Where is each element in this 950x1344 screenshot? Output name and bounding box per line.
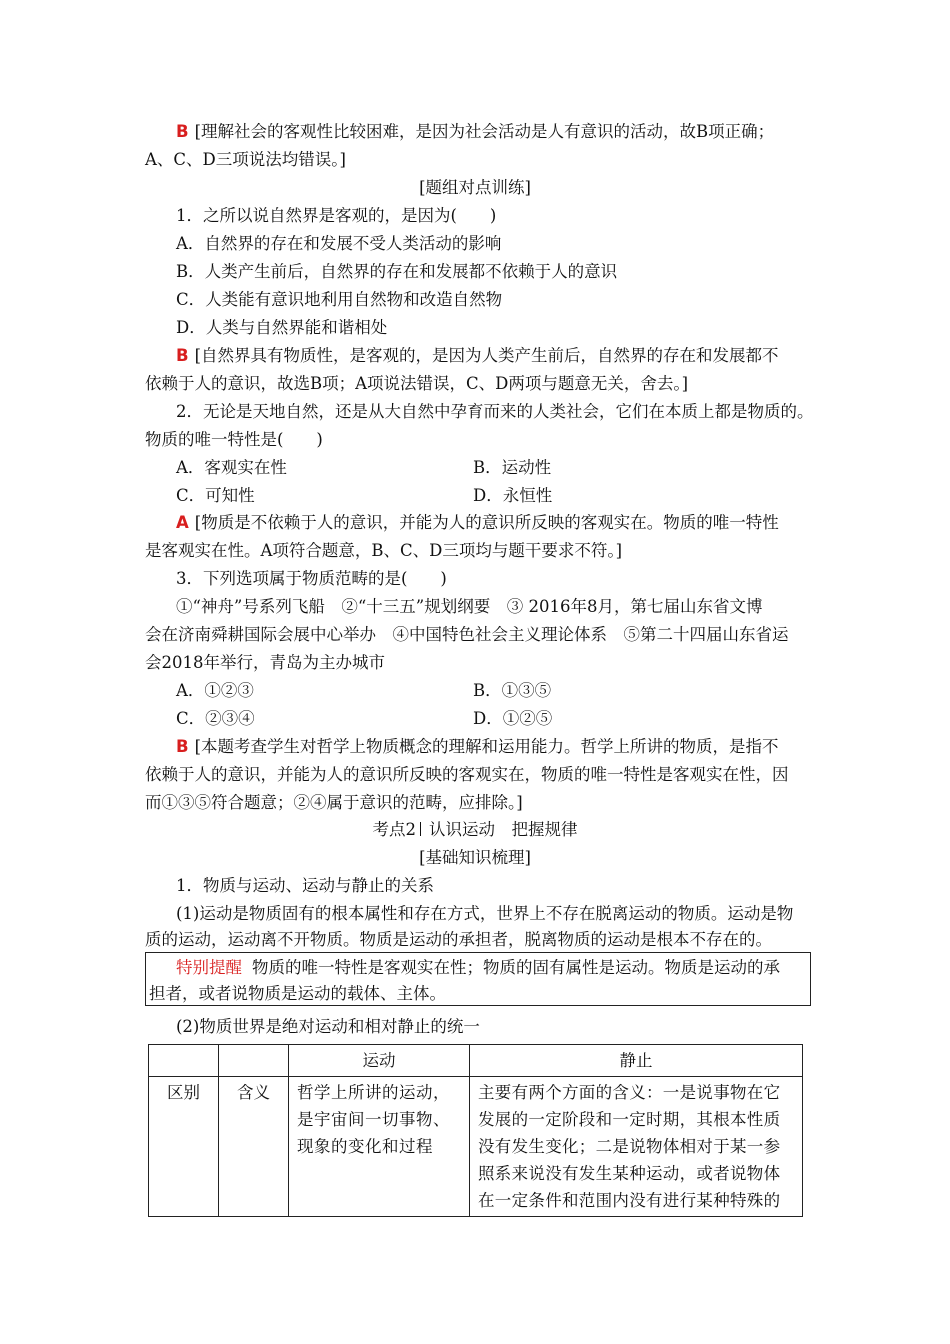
q2-option-d: D．永恒性 [473,486,553,505]
top-answer-line2: A、C、D三项说法均错误。] [145,150,346,169]
q1-option-b: B．人类产生前后，自然界的存在和发展都不依赖于人的意识 [176,262,618,281]
answer-letter: A [176,513,189,532]
answer-text: [物质是不依赖于人的意识，并能为人的意识所反映的客观实在。物质的唯一特性 [194,513,779,532]
table-header-row [149,1045,803,1077]
q3-answer-line2: 依赖于人的意识，并能为人的意识所反映的客观实在，物质的唯一特性是客观实在性，因 [145,765,789,784]
q3-answer-line3: 而①③⑤符合题意；②④属于意识的范畴，应排除。] [145,793,523,812]
q3-items-line1: ①“神舟”号系列飞船 ②“十三五”规划纲要 ③ 2016年8月，第七届山东省文博 [176,597,763,616]
table-header-rest: 静止 [470,1045,803,1077]
table-row-label: 区别 [149,1077,219,1217]
q2-option-a: A．客观实在性 [176,458,287,477]
table-cell-empty [219,1045,289,1077]
q3-option-b: B．①③⑤ [473,681,552,700]
q1-stem: 1．之所以说自然界是客观的，是因为( ) [176,206,497,225]
q3-option-d: D．①②⑤ [473,709,553,728]
top-answer-line1 [176,121,774,143]
q2-option-c: C．可知性 [176,486,255,505]
s2-heading: (2)物质世界是绝对运动和相对静止的统一 [176,1017,480,1036]
q3-option-a: A．①②③ [176,681,254,700]
topic2-divider [420,822,421,836]
q3-stem: 3．下列选项属于物质范畴的是( ) [176,569,447,588]
answer-letter: B [176,737,189,756]
q3-answer-line1 [176,736,779,758]
q1-answer-line2: 依赖于人的意识，故选B项；A项说法错误，C、D两项与题意无关，舍去。] [145,374,689,393]
table-cell-empty [149,1045,219,1077]
note-text: 物质的唯一特性是客观实在性；物质的固有属性是运动。物质是运动的承 [252,958,780,977]
q2-stem-line2: 物质的唯一特性是( ) [145,430,323,449]
q1-option-a: A．自然界的存在和发展不受人类活动的影响 [176,234,502,253]
topic2-title: 认识运动 把握规律 [429,820,578,839]
table-cell-motion: 哲学上所讲的运动，是宇宙间一切事物、现象的变化和过程 [289,1077,470,1217]
q2-option-b: B．运动性 [473,458,552,477]
q1-option-d: D．人类与自然界能和谐相处 [176,318,388,337]
answer-text: [本题考查学生对哲学上物质概念的理解和运用能力。哲学上所讲的物质，是指不 [194,737,779,756]
topic2-label: 考点2 [372,820,416,839]
s1-heading: 1．物质与运动、运动与静止的关系 [176,876,434,895]
answer-letter: B [176,346,189,365]
note-tag: 特别提醒 [176,958,242,977]
table-row [149,1077,803,1217]
table-sub-label: 含义 [219,1077,289,1217]
s1-p1-line1: (1)运动是物质固有的根本属性和存在方式，世界上不存在脱离运动的物质。运动是物 [176,904,794,923]
table-header-motion: 运动 [289,1045,470,1077]
answer-letter: B [176,122,189,141]
section-basic-knowledge: [基础知识梳理] [419,848,531,867]
q3-items-line3: 会2018年举行，青岛为主办城市 [145,653,385,672]
answer-text: [自然界具有物质性，是客观的，是因为人类产生前后，自然界的存在和发展都不 [194,346,779,365]
motion-rest-table [148,1044,803,1217]
answer-text: [理解社会的客观性比较困难，是因为社会活动是人有意识的活动，故B项正确； [194,122,775,141]
table-cell-rest: 主要有两个方面的含义：一是说事物在它发展的一定阶段和一定时期，其根本性质没有发生变化；二是说物体相对于某一参照系来说没有发生某种运动，或者说物体在一定条件和范围内没有进行某种特殊的 [470,1077,803,1217]
q3-option-c: C．②③④ [176,709,255,728]
q1-option-c: C．人类能有意识地利用自然物和改造自然物 [176,290,503,309]
note-line2: 担者，或者说物质是运动的载体、主体。 [149,984,446,1003]
q2-stem-line1: 2．无论是天地自然，还是从大自然中孕育而来的人类社会，它们在本质上都是物质的。 [176,402,814,421]
q1-answer-line1 [176,345,779,367]
topic2-heading [0,819,950,841]
section-group-training: [题组对点训练] [419,178,531,197]
note-line1 [176,957,780,979]
q3-items-line2: 会在济南舜耕国际会展中心举办 ④中国特色社会主义理论体系 ⑤第二十四届山东省运 [145,625,789,644]
q2-answer-line1 [176,512,779,534]
s1-p1-line2: 质的运动，运动离不开物质。物质是运动的承担者，脱离物质的运动是根本不存在的。 [145,930,772,949]
q2-answer-line2: 是客观实在性。A项符合题意，B、C、D三项均与题干要求不符。] [145,541,623,560]
